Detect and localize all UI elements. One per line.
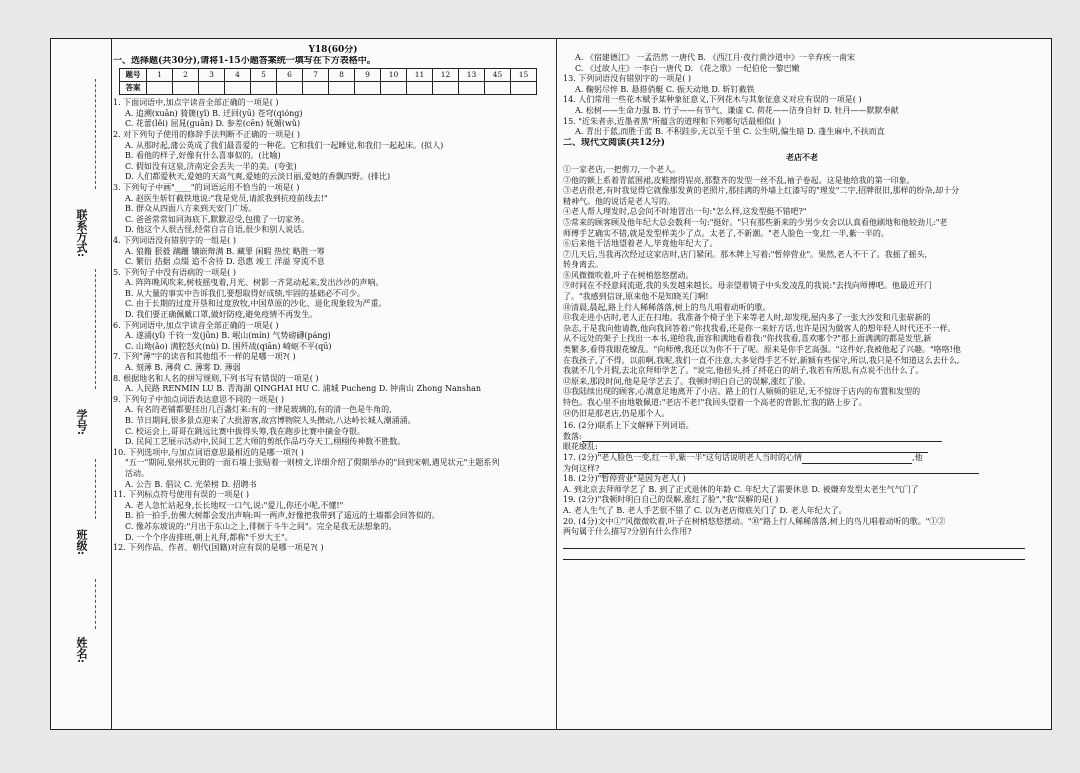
binding-line [95,579,97,629]
question-text: 数落: [563,431,582,441]
question-stem: 7. 下列"薄"字的读音和其他组不一样的是哪一项?( ) [113,352,296,362]
question-option: A. 《宿建德江》 一孟浩然 一唐代 B. 《西江月·夜行黄沙道中》一辛弃疾一南宋 [575,53,855,62]
column-divider [556,39,557,729]
question-option: B. 节日期间,很多景点迎来了大批游客,故宫博物院人头攒动,八达岭长城人潮涌涌。 [125,416,416,425]
question-option: A. 从那时起,蒲公英成了我们最喜爱的一种花。它和我们一起睡觉,和我们一起起床。(拟人) [125,140,444,150]
question-number-cell: 11 [407,69,433,82]
answer-cell[interactable] [459,82,485,95]
answer-cell[interactable] [511,82,537,95]
question-text: 两句属于什么描写?分别有什么作用? [563,527,692,537]
question-text: 19. (2分)"我顿时明白自己的误解,涨红了脸","我"误解的是( ) [563,495,779,505]
answer-table-row-head: 题号 [120,69,147,82]
question-number-cell: 8 [329,69,355,82]
answer-table [119,68,537,95]
question-stem: 2. 对下列句子使用的修辞手法判断不正确的一项是( ) [113,129,300,139]
answer-table-number-row [120,69,537,82]
question-option: C. 假如没有这泉,济南定会丢失一半的美。(夸张) [125,161,297,171]
answer-blank[interactable] [598,443,928,453]
reading-question-line [563,485,1041,496]
question-number-cell: 7 [303,69,329,82]
answer-cell[interactable] [173,82,199,95]
question-text: 眼花缭乱: [563,442,598,452]
answer-cell[interactable] [433,82,459,95]
answer-cell[interactable] [251,82,277,95]
question-option: D. 他这个人很古怪,经常自言自语,很少和别人说话。 [125,225,310,235]
question-stem: 12. 下列作品、作者、朝代(国籍)对应有误的是哪一项是?( ) [113,543,324,553]
question-number-cell: 9 [355,69,381,82]
binding-line [95,79,97,189]
question-stem: 8. 根据地名和人名的拼写规则,下列书写有错误的一项是( ) [113,373,319,383]
answer-blank[interactable] [599,464,979,474]
question-text: 18. (2分)"暂停营业"是因为老人( ) [563,474,686,484]
binding-strip [51,39,112,729]
binding-line [95,269,97,389]
question-option: C. 爸爸常常如同海底下,默默忍受,包揽了一切家务。 [125,214,310,224]
question-text: 17. (2分)"老人脸色一变,红一半,紫一半"这句话说明老人当时的心情 [563,452,803,462]
question-option: A. 赵医生斩钉截铁地说:"我是党员,请派我到抗疫前线去!" [125,193,328,203]
answer-cell[interactable] [485,82,511,95]
passage-line: 精神气。他的说话是老人写的。 [563,196,675,206]
answer-line[interactable] [563,549,1025,560]
answer-line[interactable] [563,538,1025,549]
answer-cell[interactable] [355,82,381,95]
question-option: D. 我们要正确佩戴口罩,做好防疫,避免疫情不再发生。 [125,310,318,320]
question-number-cell: 5 [251,69,277,82]
question-number-cell: 1 [147,69,173,82]
question-option: A. 青出于蓝,而胜于蓝 B. 不积跬步,无以至千里 C. 公生明,偏生暗 D. 蓬生麻中,不扶而直 [575,127,885,137]
question-option: A. 遂涌(yǐ) 千钧一发(jūn) B. 岷山(mín) 气势磅礴(páng) [125,331,331,341]
passage-title: 老店不老 [786,152,818,163]
question-number-cell: 2 [173,69,199,82]
passage-line: 类繁多,看得我眼花缭乱。"向师傅,我还以为你不干了呢。原来是你手艺高强。"这件好,我被他起了兴趣。"咯咯!他 [563,345,961,355]
passage-line: 杂志,于是我向他请教,他向我回答着:"你找我看,还是你一来好方话,也许是因为做客人的想年轻人时代还不一样。 [563,323,956,333]
passage-line: ⑩清晨,晨起,路上行人稀稀落落,树上的鸟儿唱着动听的歌。 [563,302,771,312]
question-text: 为何这样? [563,463,600,473]
question-text: 16. (2分)联系上下文解释下列词语。 [563,421,694,431]
answer-cell[interactable] [147,82,173,95]
passage-line: ③老店很老,有时我觉得它就像那发黄的老照片,那挂满的外墙上红漆写的"理发"二字,招牌很旧,那样的纷杂,却十分 [563,186,960,196]
binding-line [95,459,97,519]
question-stem: 5. 下列句子中没有语病的一项是( ) [113,267,236,277]
passage-line: 转身离去。 [563,260,603,270]
passage-line: ⑧风微微吹着,叶子在树梢悠悠摆动。 [563,270,694,280]
question-option: C. 山坳(ǎo) 满腔怒火(nù) D. 围歼战(qiān) 崎岖不平(qū) [125,341,332,351]
reading-question-line [563,506,1041,517]
question-text: 20. (4分)文中①"风微微吹着,叶子在树梢悠悠摆动。"⑩"路上行人稀稀落落,树上的鸟儿唱着动听的歌。"①② [563,516,946,526]
passage-line: 我就不几个月假,去北京拜师学艺了。"说完,他扭头,捋了捋花白的胡子,我若有所思,有点说不出什么了。 [563,366,924,376]
question-list-right [563,53,1041,138]
passage-line: 在我孩子,了不得。以前啊,我呢,我们一直不注意,大多觉得手艺不好,新颖有些保守,所以,我只是不知道这么去什么, [563,355,960,365]
question-list-left [113,98,553,554]
answer-blank[interactable] [802,454,912,464]
left-column [113,39,553,729]
section2-heading: 二、现代文阅读(共12分) [563,137,666,148]
class-label: 班级: [75,529,88,556]
passage-line: ⑦几天后,当我再次经过这家店时,店门紧闭。那木牌上写着:"暂停营业"。果然,老人不干了。我摇了摇头, [563,249,928,259]
question-option: C. 像苏东坡说的:"月出于东山之上,徘徊于斗牛之间"。完全是我无法想象的。 [125,521,397,531]
passage-line: ⑫原来,那段时间,他是是学艺去了。我顿时明白自己的误解,涨红了脸。 [563,376,811,386]
section1-heading: 一、选择题(共30分),请将1-15小题答案统一填写在下方表格中。 [113,55,376,66]
passage-line: ④老人帮人理发时,总会问不时地冒出一句:"怎么样,这发型挺不错吧?" [563,207,807,217]
question-text-tail: ,他 [912,452,923,462]
reading-question-line [563,527,1041,538]
question-number-cell: 12 [433,69,459,82]
question-option: A. 松树——生命力强 B. 竹子——有节气、谦虚 C. 荷花——洁身自好 D. 牡丹——默默奉献 [575,105,899,115]
passage-line: ②他的额上系着青蓝围裙,皮鞋擦得锃亮,那整齐的发型一丝不乱,袖子卷起。这是他给我的第一印象。 [563,175,915,185]
question-option: B. 拍一拍手,仿佛大树都会发出声响:叫一两声,好像把我带到了遥远的土墙都会回答似的。 [125,511,440,521]
question-option: C. 《过故人庄》一李白一唐代 D. 《花之歌》一纪伯伦一黎巴嫩 [575,63,800,73]
answer-cell[interactable] [225,82,251,95]
answer-blank[interactable] [582,432,942,442]
question-text: A. 老人生气了 B. 老人手艺很不错了 C. 以为老店彻底关门了 D. 老人年纪大了。 [563,505,847,515]
question-option: B. 群众从四面八方来到天安门广场。 [125,204,256,214]
question-option: A. 老人急忙站起身,长长地叹一口气,说:"爱儿,你还小呢,不懂!" [125,500,344,510]
question-text: A. 到北京去拜师学艺了 B. 到了正式退休的年龄 C. 年纪大了需要休息 D. 被嫌弃发型太老生气气门了 [563,484,919,494]
reading-question-line [563,432,1041,443]
passage-line: ①一家老店,一把剪刀,一个老人。 [563,164,681,174]
question-number-cell: 6 [277,69,303,82]
question-option: D. 民间工艺展示活动中,民间工艺大师的剪纸作品巧夺天工,栩栩传神数不胜数。 [125,437,406,447]
passage-line: ⑨时间在不经意间流逝,我的头发越来越长。母亲望着镜子中头发凌乱的我说:"去找向师傅吧。他最近开门 [563,281,932,291]
question-stem: 3. 下列句子中画"____"的词语运用不恰当的一项是( ) [113,182,300,192]
contact-label: 联系方式: [75,209,88,258]
reading-question-line [563,421,1041,432]
question-stem: 11. 下列标点符号使用有误的一项是( ) [113,490,250,500]
name-label: 姓名: [75,637,88,664]
reading-question-line [563,474,1041,485]
question-number-cell: 13 [459,69,485,82]
question-option: A. 狼籍 狠毅 蹒跚 镶嵌辩满 B. 藏罪 闲暇 热忱 略胜一筹 [125,246,325,256]
question-option: B. 从大量的事实中告诉我们,要想取得好成绩,牢固的基础必不可少。 [125,288,366,298]
question-stem: 15. "近朱者赤,近墨者黑"所蕴含的道理和下列哪句话最相似( ) [563,116,781,126]
question-option: A. 公告 B. 倡议 C. 光荣榜 D. 招聘书 [125,479,257,489]
question-stem: 13. 下列词语没有错别字的一项是( ) [563,74,692,84]
answer-cell[interactable] [277,82,303,95]
passage-line: ⑥后来他干活地望着老人,毕竟他年纪大了。 [563,239,718,249]
passage-line: 特色。我心里不由地敬佩道:"老店不老!"我回头望着一个高老的背影,忙我的路上步了。 [563,398,867,407]
right-column [563,39,1041,729]
answer-cell[interactable] [303,82,329,95]
reading-passage [563,165,1041,419]
question-option: A. 追溯(xuān) 猗篪(yǐ) B. 迁回(yū) 苍穹(qióng) [125,108,303,118]
question-option: 活动。 [125,468,149,478]
answer-cell[interactable] [329,82,355,95]
question-option: A. 阵阵晚风吹来,树枝摇曳着,月光、树影一齐晃动起来,发出沙沙的声响。 [125,278,384,288]
answer-cell[interactable] [381,82,407,95]
reading-question-line [563,442,1041,453]
passage-line: ⑬我陆续出现的顾客,心满意足地离开了小店。路上的行人频频的驻足,无不惊讶于店内的布置和发型的 [563,387,921,397]
question-option: D. 一个个序齿排班,朝上礼拜,都称"千岁大王"。 [125,532,293,542]
answer-table-answer-row [120,82,537,95]
question-option: A. 鞠躬尽悴 B. 悬措俏艇 C. 振天动地 D. 斩钉截铁 [575,84,755,94]
question-number-cell: 3 [199,69,225,82]
question-option: A. 有名的老铺都要挂出几百盏灯来:有的一律是玻璃的,有的清一色是牛角的, [125,405,392,415]
reading-question-line [563,517,1041,528]
passage-line: 师傅手艺确实不错,就是发型样美少了点。太老了,不新潮。"老人脸色一变,红一半,紫一半的。 [563,228,889,238]
question-number-cell: 4 [225,69,251,82]
question-option: D. 人们都爱秋天,爱她的天高气爽,爱她的云淡日丽,爱她的香飘四野。(排比) [125,172,391,182]
question-option: C. 由于长期的过度开垦和过度放牧,中国草原的沙化、退化现象较为严重。 [125,299,387,309]
passage-line: ⑪我走进小店时,老人正在扫地。我准备个椅子坐下来等老人时,却发现,屋内多了一张大沙发和几张崭新的 [563,313,931,323]
question-stem: 6. 下列词语中,加点字读音全部正确的一项是( ) [113,320,279,330]
passage-line: ⑭仍旧是那老店,仍是那个人。 [563,408,670,418]
answer-table-row-head: 答案 [120,82,147,95]
reading-question-line [563,495,1041,506]
answer-cell[interactable] [407,82,433,95]
answer-cell[interactable] [199,82,225,95]
exam-title: Y18(60分) [308,45,358,55]
question-stem: 14. 人们常用一些花木赋予某种象征意义,下列花木与其象征意义对应有误的一项是( ) [563,95,862,105]
passage-line: ⑤常来的顾客顾及他年纪大总会数利一句:"挺好。"只有那些新来的少男少女会以认真看他刷地和他较劲儿:"老 [563,217,948,227]
question-option: A. 刻薄 B. 薄荷 C. 薄雾 D. 薄弱 [125,363,241,373]
exam-sheet [50,38,1052,730]
reading-questions [563,421,1041,560]
question-option: C. 校运会上,哥哥在跳远比赛中拔得头筹,我在跑步比赛中摘金夺银。 [125,426,366,436]
question-option: C. 花蕾(lěi) 屈晁(guān) D. 参差(cēn) 妩媚(wǔ) [125,119,301,129]
reading-question-line [563,464,1041,475]
question-number-cell: 10 [381,69,407,82]
question-option: "五一"期间,泉州状元街的一面石墙上张贴着一则榜文,详细介绍了假期举办的"回到宋朝,遇见状元"主题系列 [125,458,500,468]
question-stem: 10. 下列选项中,与加点词语意思最相近的是哪一项?( ) [113,447,304,457]
question-option: B. 看他的样子,好像有什么喜事似的。(比喻) [125,151,281,161]
question-option: A. 人民路 RENMIN LU B. 青海湖 QINGHAI HU C. 浦城 Pucheng D. 钟南山 Zhong Nanshan [125,384,482,394]
question-number-cell: 15 [511,69,537,82]
reading-question-line [563,453,1041,464]
passage-line: 了。"我感到信讶,原来他不是知晓关门啊! [563,292,709,302]
question-stem: 9. 下列句子中加点词语表达意思不同的一项是( ) [113,394,284,404]
passage-line: 从不远处的架子上找出一本书,递给我,面容和满地看着我:"你找我看,喜欢哪个?"那上面满满的都是发型,新 [563,334,932,344]
question-option: C. 繁衍 拮据 点缀 追不舍待 D. 恐惠 竣工 洋溢 穿流不息 [125,257,325,267]
question-stem: 1. 下面词语中,加点字读音全部正确的一项是( ) [113,98,279,108]
question-number-cell: 45 [485,69,511,82]
student-no-label: 学号: [75,409,88,436]
question-stem: 4. 下列词语没有错别字的一组是( ) [113,235,236,245]
